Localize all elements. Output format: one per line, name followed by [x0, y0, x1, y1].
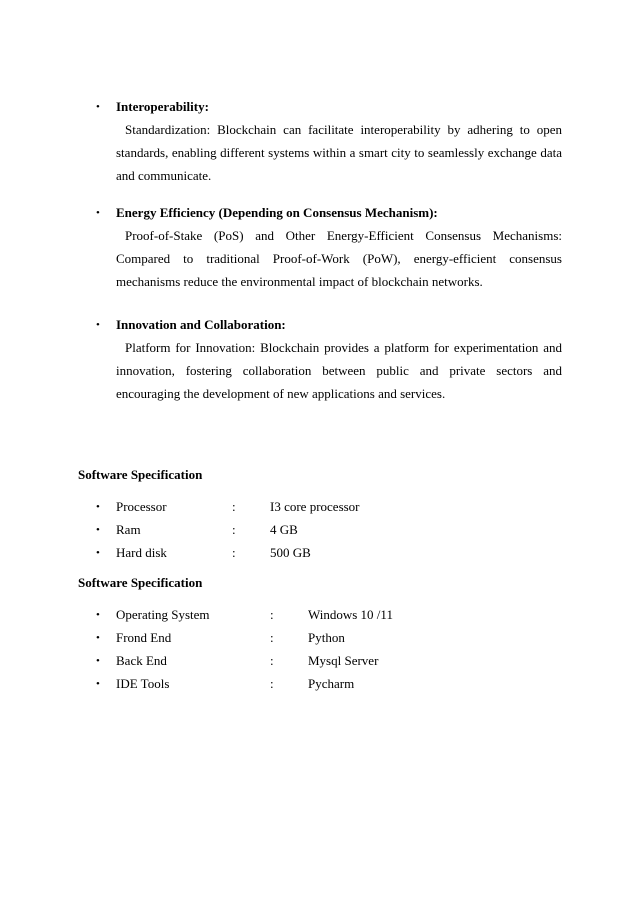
spec-colon: :	[270, 607, 274, 622]
spec-colon: :	[270, 653, 274, 668]
spec-label: Processor	[116, 499, 167, 514]
bullet-icon: •	[96, 207, 100, 219]
bullet-innovation	[96, 316, 562, 405]
bullet-body-text: Platform for Innovation: Blockchain provides a platform for experimentation and innovation, fostering collaboration between public and private sectors and encouraging the development of new applications and services.	[116, 340, 562, 401]
spec-label: Ram	[116, 522, 141, 537]
bullet-body-text: Standardization: Blockchain can facilitate interoperability by adhering to open standards, enabling different systems within a smart city to seamlessly exchange data and communicate.	[116, 122, 562, 183]
hardware-row-processor	[96, 498, 576, 516]
spec-colon: :	[232, 522, 236, 537]
spec-label: Back End	[116, 653, 167, 668]
bullet-icon: •	[96, 632, 100, 644]
spec-value: 4 GB	[270, 522, 298, 537]
bullet-paragraph	[96, 118, 562, 187]
bullet-icon: •	[96, 609, 100, 621]
spec-colon: :	[270, 630, 274, 645]
spec-value: Python	[308, 630, 345, 645]
spec-label: Operating System	[116, 607, 210, 622]
bullet-energy-efficiency	[96, 204, 562, 293]
spec-value: I3 core processor	[270, 499, 360, 514]
hardware-row-hard-disk	[96, 544, 576, 562]
software-spec-heading: Software Specification	[78, 575, 203, 590]
software-row-front-end	[96, 629, 576, 647]
hardware-row-ram	[96, 521, 576, 539]
spec-label: Frond End	[116, 630, 172, 645]
software-row-operating-system	[96, 606, 576, 624]
bullet-title: Innovation and Collaboration:	[116, 317, 286, 332]
bullet-paragraph	[96, 336, 562, 405]
bullet-heading	[96, 98, 562, 116]
bullet-body-text: Proof-of-Stake (PoS) and Other Energy-Efficient Consensus Mechanisms: Compared to traditional Proof-of-Work (PoW), energy-efficient consensus mechanisms reduce the environmental impact of blockchain networks.	[116, 228, 562, 289]
spec-value: Windows 10 /11	[308, 607, 393, 622]
bullet-icon: •	[96, 501, 100, 513]
bullet-icon: •	[96, 524, 100, 536]
software-row-back-end	[96, 652, 576, 670]
bullet-heading	[96, 316, 562, 334]
bullet-paragraph	[96, 224, 562, 293]
spec-colon: :	[270, 676, 274, 691]
software-row-ide-tools	[96, 675, 576, 693]
spec-value: 500 GB	[270, 545, 311, 560]
bullet-heading	[96, 204, 562, 222]
hardware-spec-heading: Software Specification	[78, 467, 203, 482]
bullet-icon: •	[96, 547, 100, 559]
bullet-icon: •	[96, 101, 100, 113]
bullet-icon: •	[96, 678, 100, 690]
bullet-title: Interoperability:	[116, 99, 209, 114]
spec-value: Pycharm	[308, 676, 355, 691]
bullet-icon: •	[96, 319, 100, 331]
bullet-interoperability	[96, 98, 562, 187]
bullet-title: Energy Efficiency (Depending on Consensus Mechanism):	[116, 205, 438, 220]
spec-colon: :	[232, 545, 236, 560]
spec-colon: :	[232, 499, 236, 514]
spec-value: Mysql Server	[308, 653, 379, 668]
spec-label: IDE Tools	[116, 676, 170, 691]
spec-label: Hard disk	[116, 545, 167, 560]
bullet-icon: •	[96, 655, 100, 667]
